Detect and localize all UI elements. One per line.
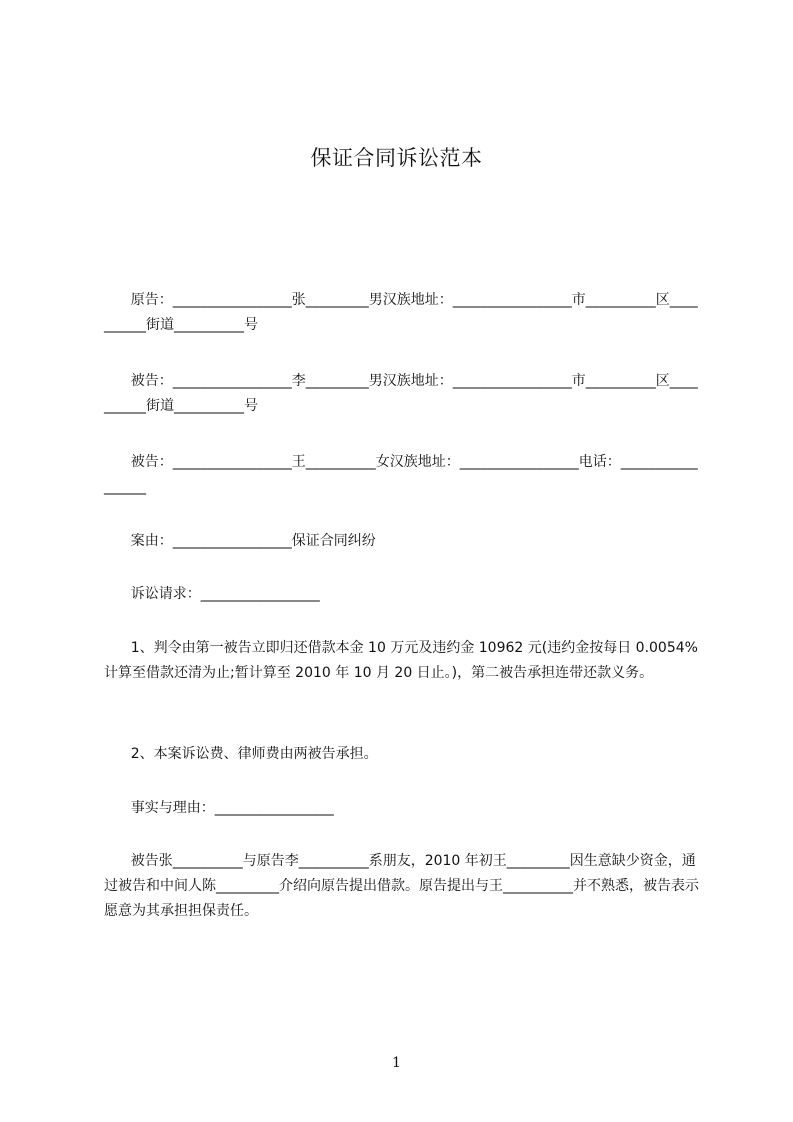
document-title: 保证合同诉讼范本 bbox=[310, 146, 483, 170]
claim-item-2: 2、本案诉讼费、律师费由两被告承担。 bbox=[104, 746, 378, 762]
plaintiff-paragraph: 原告：_________________张_________男汉族地址：_________________市__________区__________街道__________号 bbox=[104, 292, 698, 333]
defendant-2-paragraph: 被告：_________________王__________女汉族地址：_________________电话：_________________ bbox=[104, 454, 698, 495]
cause-of-action: 案由：_________________保证合同纠纷 bbox=[104, 533, 376, 549]
claims-heading: 诉讼请求：_________________ bbox=[104, 586, 320, 602]
page-number: 1 bbox=[392, 1055, 401, 1071]
defendant-1-paragraph: 被告：_________________李_________男汉族地址：_________________市__________区__________街道__________号 bbox=[104, 373, 698, 414]
facts-paragraph: 被告张__________与原告李__________系朋友，2010 年初王_________因生意缺少资金，通过被告和中间人陈_________介绍向原告提出借款。原告提出与王__________并不熟悉，被告表示愿意为其承担担保责任。 bbox=[104, 853, 699, 919]
facts-heading: 事实与理由：_________________ bbox=[104, 800, 334, 816]
claim-item-1: 1、判令由第一被告立即归还借款本金 10 万元及违约金 10962 元(违约金按每日 0.0054%计算至借款还清为止;暂计算至 2010 年 10 月 20 日止。)，第二被告承担连带还款义务。 bbox=[104, 640, 698, 681]
